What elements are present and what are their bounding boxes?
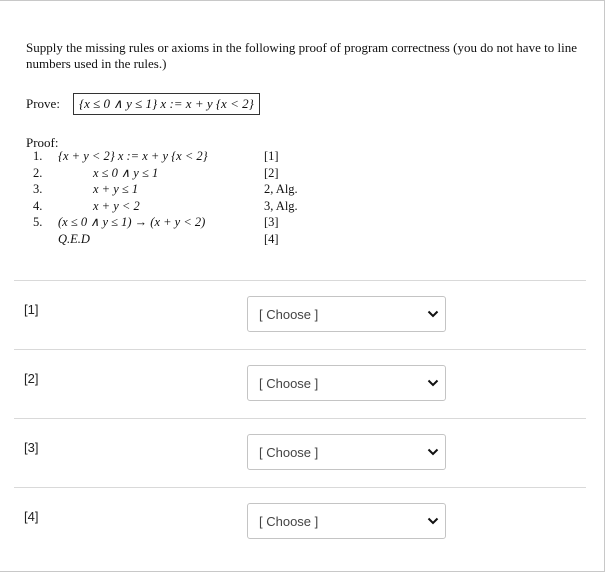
question-text: Supply the missing rules or axioms in the following proof of program correctness (you do not have to line numbers used in the rules.) bbox=[26, 40, 577, 71]
line-formula: x + y ≤ 1 bbox=[93, 182, 139, 196]
chevron-down-icon bbox=[427, 309, 439, 319]
prove-label: Prove: bbox=[26, 96, 60, 111]
qed-text: Q.E.D bbox=[58, 231, 90, 246]
line-formula: (x ≤ 0 ∧ y ≤ 1) → (x + y < 2) bbox=[58, 215, 206, 229]
blank-label-2: [2] bbox=[24, 371, 39, 386]
line-rule: [1] bbox=[264, 149, 279, 163]
line-number: 2. bbox=[33, 165, 43, 180]
line-formula: x ≤ 0 ∧ y ≤ 1 bbox=[93, 165, 159, 180]
blank-label-3: [3] bbox=[24, 440, 39, 455]
proof-label: Proof: bbox=[26, 135, 59, 150]
line-formula: x + y < 2 bbox=[93, 198, 140, 213]
prove-statement bbox=[26, 93, 260, 115]
rule-select-2[interactable] bbox=[247, 365, 446, 401]
blank-label-4: [4] bbox=[24, 509, 39, 524]
divider bbox=[14, 349, 586, 350]
line-formula: {x + y < 2} x := x + y {x < 2} bbox=[58, 149, 208, 163]
line-rule: 2, Alg. bbox=[264, 182, 298, 196]
blank-label-1: [1] bbox=[24, 302, 39, 317]
select-value: [ Choose ] bbox=[259, 513, 319, 529]
line-number: 1. bbox=[33, 149, 43, 163]
rule-select-3[interactable] bbox=[247, 434, 446, 470]
rule-select-1[interactable] bbox=[247, 296, 446, 332]
rule-select-4[interactable] bbox=[247, 503, 446, 539]
select-value: [ Choose ] bbox=[259, 444, 319, 460]
select-value: [ Choose ] bbox=[259, 375, 319, 391]
line-rule: [3] bbox=[264, 215, 279, 229]
line-number: 4. bbox=[33, 198, 43, 213]
chevron-down-icon bbox=[427, 378, 439, 388]
line-number: 5. bbox=[33, 215, 43, 229]
divider bbox=[14, 487, 586, 488]
select-value: [ Choose ] bbox=[259, 306, 319, 322]
line-number: 3. bbox=[33, 182, 43, 196]
divider bbox=[14, 280, 586, 281]
chevron-down-icon bbox=[427, 447, 439, 457]
line-rule: [2] bbox=[264, 165, 279, 180]
line-rule: 3, Alg. bbox=[264, 198, 298, 213]
line-rule: [4] bbox=[264, 231, 279, 246]
prove-formula-box: {x ≤ 0 ∧ y ≤ 1} x := x + y {x < 2} bbox=[73, 93, 260, 115]
chevron-down-icon bbox=[427, 516, 439, 526]
divider bbox=[14, 418, 586, 419]
